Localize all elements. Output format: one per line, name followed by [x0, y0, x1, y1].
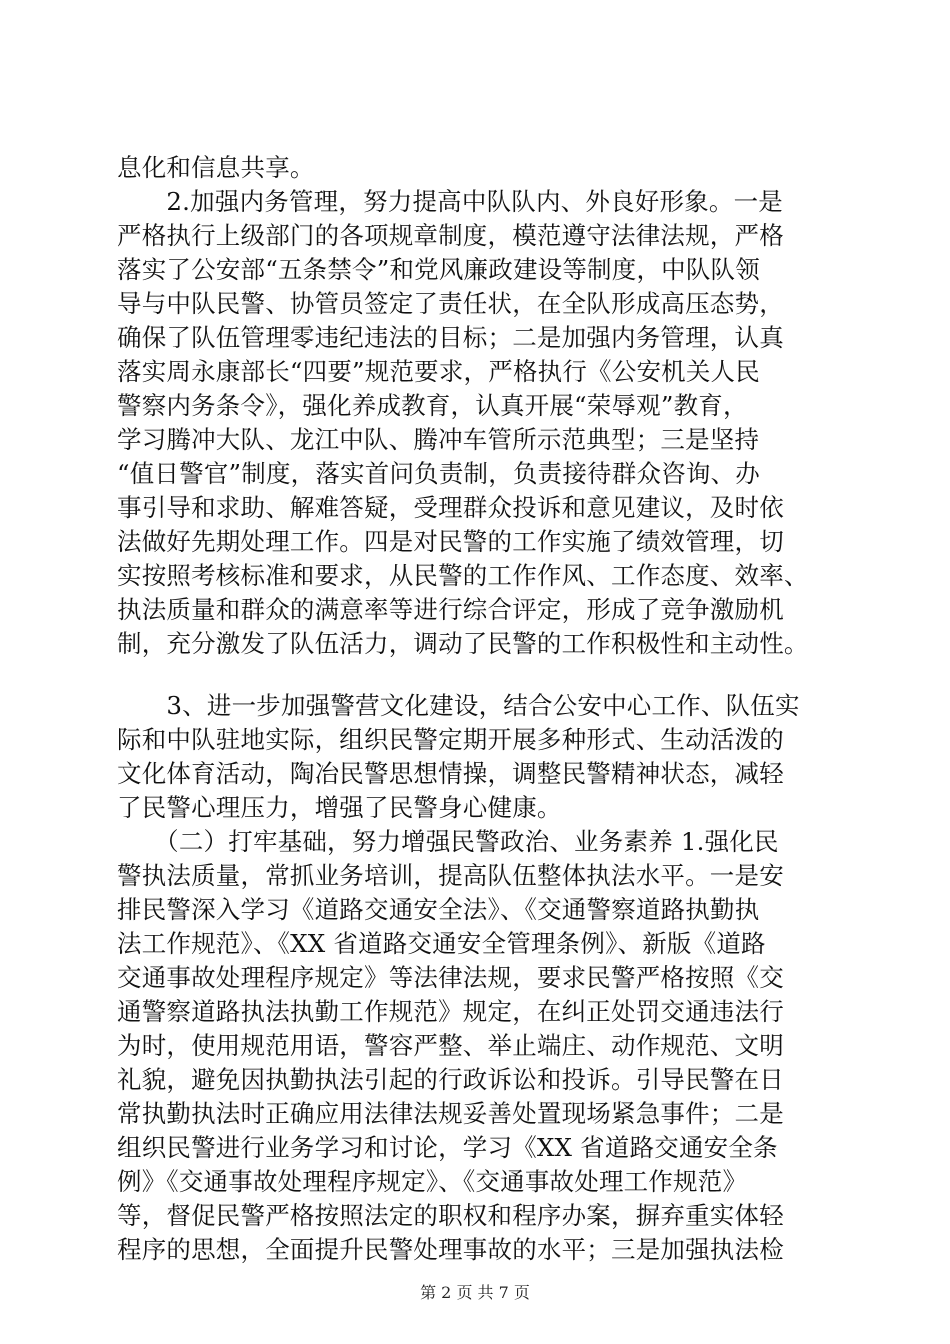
text-line: 息化和信息共享。	[117, 153, 315, 182]
text-line: “值日警官”制度，落实首问负责制，负责接待群众咨询、办	[117, 459, 760, 488]
text-line: 警察内务条令》，强化养成教育，认真开展“荣辱观”教育，	[117, 391, 748, 420]
text-line: 常执勤执法时正确应用法律法规妥善处置现场紧急事件；二是	[117, 1099, 784, 1128]
text-line: 学习腾冲大队、龙江中队、腾冲车管所示范典型；三是坚持	[117, 425, 760, 454]
text-line: 排民警深入学习《道路交通安全法》、《交通警察道路执勤执	[117, 895, 760, 924]
page-footer: 第 2 页 共 7 页	[420, 1283, 530, 1302]
text-line: 3、进一步加强警营文化建设，结合公安中心工作、队伍实	[117, 691, 800, 720]
text-line: 事引导和求助、解难答疑，受理群众投诉和意见建议，及时依	[117, 493, 784, 522]
text-line: 等，督促民警严格按照法定的职权和程序办案，摒弃重实体轻	[117, 1201, 784, 1230]
text-line: 了民警心理压力，增强了民警身心健康。	[117, 793, 562, 822]
text-line: 为时，使用规范用语，警容严整、举止端庄、动作规范、文明	[117, 1031, 784, 1060]
text-line: 礼貌，避免因执勤执法引起的行政诉讼和投诉。引导民警在日	[117, 1065, 784, 1094]
text-line: 文化体育活动，陶冶民警思想情操，调整民警精神状态，减轻	[117, 759, 784, 788]
text-line: 际和中队驻地实际，组织民警定期开展多种形式、生动活泼的	[117, 725, 784, 754]
text-line: 警执法质量，常抓业务培训，提高队伍整体执法水平。一是安	[117, 861, 784, 890]
text-line: 组织民警进行业务学习和讨论，学习《XX 省道路交通安全条	[117, 1133, 778, 1162]
text-line: 落实周永康部长“四要”规范要求，严格执行《公安机关人民	[117, 357, 760, 386]
text-line: 严格执行上级部门的各项规章制度，模范遵守法律法规，严格	[117, 221, 784, 250]
text-line: 法工作规范》、《XX 省道路交通安全管理条例》、新版《道路	[117, 929, 766, 958]
text-line: 实按照考核标准和要求，从民警的工作作风、工作态度、效率、	[117, 561, 809, 590]
text-line: 法做好先期处理工作。四是对民警的工作实施了绩效管理，切	[117, 527, 784, 556]
text-line: 导与中队民警、协管员签定了责任状，在全队形成高压态势，	[117, 289, 784, 318]
text-line: 例》《交通事故处理程序规定》、《交通事故处理工作规范》	[117, 1167, 748, 1196]
text-line: 交通事故处理程序规定》等法律法规，要求民警严格按照《交	[117, 963, 784, 992]
text-line: 确保了队伍管理零违纪违法的目标；二是加强内务管理，认真	[117, 323, 784, 352]
text-line: 通警察道路执法执勤工作规范》规定，在纠正处罚交通违法行	[117, 997, 784, 1026]
text-line: 执法质量和群众的满意率等进行综合评定，形成了竞争激励机	[117, 595, 784, 624]
text-line: 落实了公安部“五条禁令”和党风廉政建设等制度，中队队领	[117, 255, 760, 284]
text-line: 2.加强内务管理，努力提高中队队内、外良好形象。一是	[117, 187, 783, 216]
text-line: 制，充分激发了队伍活力，调动了民警的工作积极性和主动性。	[117, 629, 809, 658]
text-line: （二）打牢基础，努力增强民警政治、业务素养 1.强化民	[117, 827, 779, 856]
text-line: 程序的思想，全面提升民警处理事故的水平；三是加强执法检	[117, 1235, 784, 1264]
